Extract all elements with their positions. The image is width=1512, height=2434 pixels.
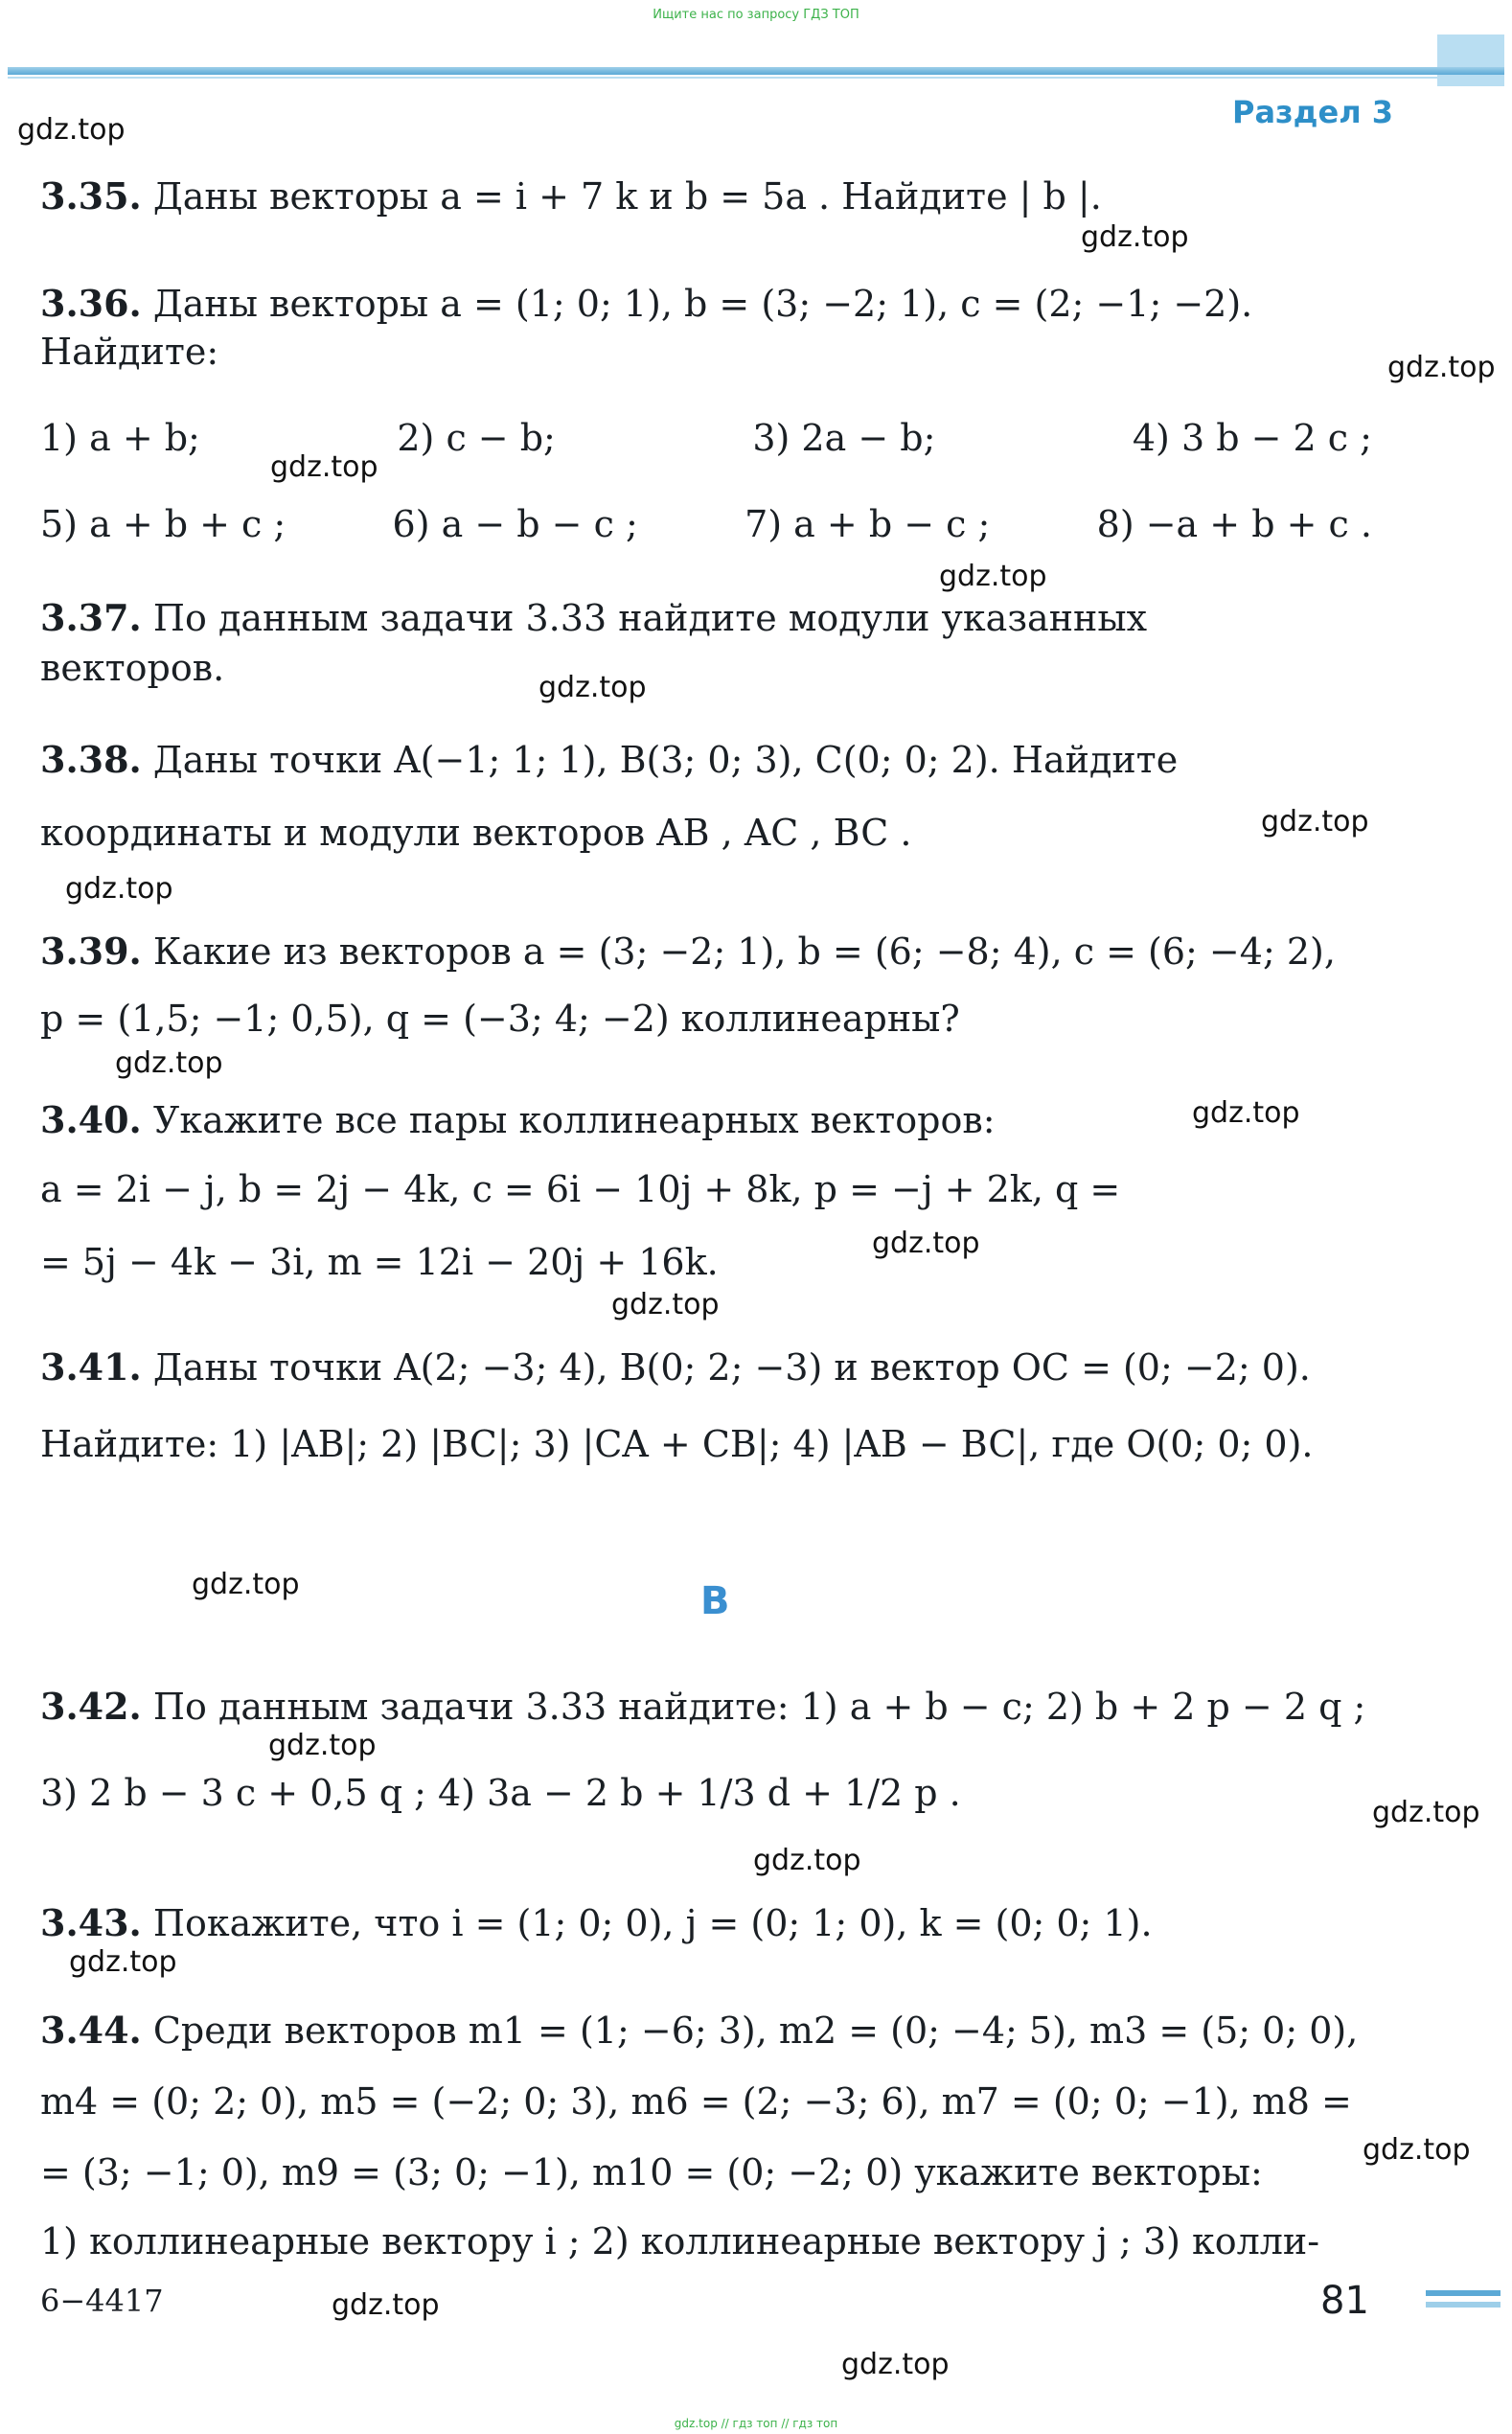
- watermark: gdz.top: [753, 1844, 861, 1877]
- watermark: gdz.top: [268, 1729, 377, 1762]
- problem-number: 3.42.: [40, 1685, 142, 1728]
- problem-number: 3.37.: [40, 596, 142, 639]
- problem-number: 3.35.: [40, 174, 142, 218]
- problem-3-41-line1: 3.41. Даны точки A(2; −3; 4), B(0; 2; −3) и вектор OC = (0; −2; 0).: [40, 1345, 1311, 1389]
- watermark: gdz.top: [1081, 220, 1189, 254]
- problem-3-38-line2: координаты и модули векторов AB , AC , BC .: [40, 812, 912, 854]
- item: 3) 2a − b;: [752, 417, 936, 459]
- problem-3-36-statement: 3.36. Даны векторы a = (1; 0; 1), b = (3; −2; 1), c = (2; −1; −2).: [40, 282, 1253, 325]
- problem-3-39-line1: 3.39. Какие из векторов a = (3; −2; 1), b = (6; −8; 4), c = (6; −4; 2),: [40, 930, 1336, 973]
- watermark: gdz.top: [872, 1227, 980, 1260]
- problem-3-38-line1: 3.38. Даны точки A(−1; 1; 1), B(3; 0; 3), C(0; 0; 2). Найдите: [40, 738, 1179, 781]
- watermark: gdz.top: [17, 113, 126, 147]
- watermark: gdz.top: [1261, 805, 1369, 838]
- problem-3-40-line2: a = 2i − j, b = 2j − 4k, c = 6i − 10j + 8k, p = −j + 2k, q =: [40, 1168, 1121, 1210]
- problem-number: 3.38.: [40, 738, 142, 781]
- item: 1) a + b;: [40, 417, 200, 459]
- footer-bar: [1426, 2302, 1501, 2308]
- problem-3-36-find: Найдите:: [40, 331, 219, 373]
- problem-3-40-line1: 3.40. Укажите все пары коллинеарных векторов:: [40, 1098, 996, 1141]
- top-banner: Ищите нас по запросу ГДЗ ТОП: [653, 8, 859, 22]
- section-label: Раздел 3: [1232, 94, 1394, 130]
- watermark: gdz.top: [939, 560, 1047, 593]
- problem-3-42-line2: 3) 2 b − 3 c + 0,5 q ; 4) 3a − 2 b + 1/3 d + 1/2 p .: [40, 1772, 961, 1814]
- problem-number: 3.43.: [40, 1901, 142, 1944]
- problem-3-40-line3: = 5j − 4k − 3i, m = 12i − 20j + 16k.: [40, 1241, 719, 1283]
- problem-3-39-line2: p = (1,5; −1; 0,5), q = (−3; 4; −2) коллинеарны?: [40, 998, 960, 1040]
- section-b-heading: B: [700, 1579, 730, 1623]
- item: 2) c − b;: [397, 417, 556, 459]
- header-band: [8, 67, 1504, 75]
- watermark: gdz.top: [192, 1568, 300, 1601]
- watermark: gdz.top: [270, 450, 378, 484]
- problem-number: 3.40.: [40, 1098, 142, 1141]
- item: 4) 3 b − 2 c ;: [1132, 417, 1372, 459]
- watermark: gdz.top: [1192, 1096, 1300, 1130]
- problem-3-41-line2: Найдите: 1) |AB|; 2) |BC|; 3) |CA + CB|; 4) |AB − BC|, где O(0; 0; 0).: [40, 1423, 1314, 1465]
- problem-number: 3.36.: [40, 282, 142, 325]
- watermark: gdz.top: [115, 1046, 223, 1080]
- problem-3-42-line1: 3.42. По данным задачи 3.33 найдите: 1) a + b − c; 2) b + 2 p − 2 q ;: [40, 1685, 1366, 1728]
- problem-number: 3.44.: [40, 2009, 142, 2052]
- watermark: gdz.top: [332, 2288, 440, 2322]
- item: 5) a + b + c ;: [40, 503, 286, 545]
- problem-3-36-row2: [40, 502, 1372, 546]
- watermark: gdz.top: [69, 1945, 177, 1979]
- problem-3-44-line1: 3.44. Среди векторов m1 = (1; −6; 3), m2 = (0; −4; 5), m3 = (5; 0; 0),: [40, 2009, 1359, 2052]
- watermark: gdz.top: [1387, 351, 1496, 384]
- problem-3-37-line2: векторов.: [40, 647, 225, 689]
- watermark: gdz.top: [841, 2348, 950, 2381]
- watermark: gdz.top: [1372, 1796, 1480, 1829]
- problem-3-36-row1: [40, 416, 1372, 460]
- page-number: 81: [1320, 2279, 1369, 2323]
- footer-bar: [1426, 2290, 1501, 2296]
- problem-3-44-line2: m4 = (0; 2; 0), m5 = (−2; 0; 3), m6 = (2; −3; 6), m7 = (0; 0; −1), m8 =: [40, 2080, 1352, 2123]
- problem-3-35: 3.35. Даны векторы a = i + 7 k и b = 5a . Найдите | b |.: [40, 174, 1102, 218]
- watermark: gdz.top: [65, 872, 173, 906]
- header-band-thin: [8, 77, 1504, 79]
- bottom-banner: gdz.top // гдз топ // гдз топ: [674, 2417, 838, 2430]
- item: 7) a + b − c ;: [745, 503, 991, 545]
- problem-3-37-line1: 3.37. По данным задачи 3.33 найдите модули указанных: [40, 596, 1148, 639]
- item: 8) −a + b + c .: [1096, 503, 1372, 545]
- problem-3-43: 3.43. Покажите, что i = (1; 0; 0), j = (0; 1; 0), k = (0; 0; 1).: [40, 1901, 1153, 1944]
- problem-number: 3.39.: [40, 930, 142, 973]
- item: 6) a − b − c ;: [392, 503, 638, 545]
- footer-code: 6−4417: [40, 2283, 164, 2319]
- watermark: gdz.top: [1363, 2133, 1471, 2167]
- problem-number: 3.41.: [40, 1345, 142, 1389]
- problem-3-44-line4: 1) коллинеарные вектору i ; 2) коллинеарные вектору j ; 3) колли-: [40, 2220, 1320, 2262]
- watermark: gdz.top: [611, 1288, 720, 1321]
- problem-3-44-line3: = (3; −1; 0), m9 = (3; 0; −1), m10 = (0; −2; 0) укажите векторы:: [40, 2151, 1263, 2193]
- watermark: gdz.top: [538, 671, 647, 704]
